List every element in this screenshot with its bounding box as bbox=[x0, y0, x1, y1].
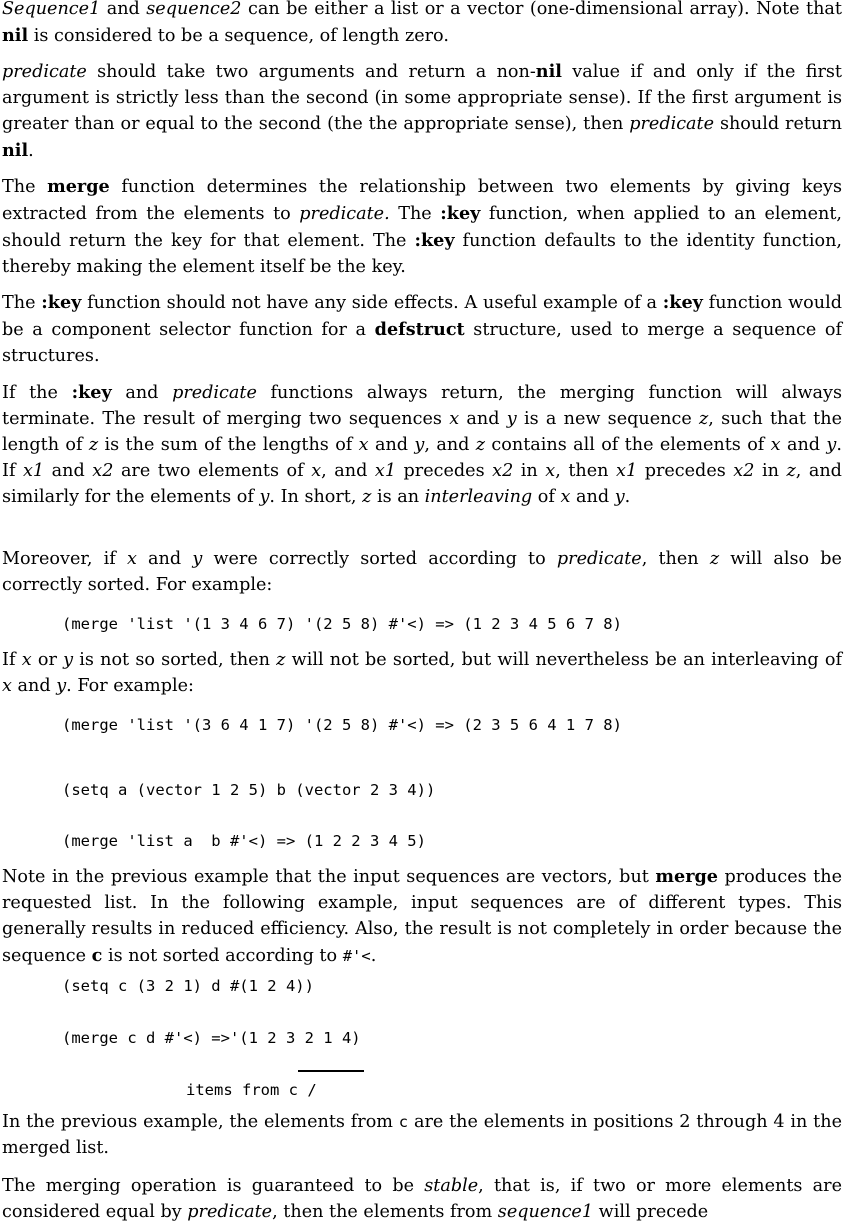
paragraph-sorted-inputs: Moreover, if x and y were correctly sorted according to predicate, then z will also be correctly sorted. For example: bbox=[2, 549, 842, 595]
paragraph-stable: The merging operation is guaranteed to be stable, that is, if two or more elements are considered equal by predicate, then the elements from sequence1 will precede bbox=[2, 1176, 842, 1222]
code-example-sorted: (merge 'list '(1 3 4 6 7) '(2 5 8) #'<) => (1 2 3 4 5 6 7 8) bbox=[62, 615, 622, 633]
paragraph-merge-keys: The merge function determines the relationship between two elements by giving keys extracted from the elements to predicate. The :key function, when applied to an element, should return the key for that element. The :key function defaults to the identity function, thereby making the element itself be the key. bbox=[2, 176, 842, 277]
code-example-merge-mixed: (merge c d #'<) =>'(1 2 3 2 1 4) bbox=[62, 1029, 361, 1047]
code-example-merge-vectors: (merge 'list a b #'<) => (1 2 2 3 4 5) bbox=[62, 832, 426, 850]
paragraph-sequences: Sequence1 and sequence2 can be either a list or a vector (one-dimensional array). Note that nil is considered to be a sequence, of length zero. bbox=[2, 0, 842, 46]
paragraph-merge-result: If the :key and predicate functions always return, the merging function will always terminate. The result of merging two sequences x and y is a new sequence z, such that the length of z is the sum of the lengths of x and y, and z contains all of the elements of x and y. If x1 and x2 are two elements of x, and x1 precedes x2 in x, then x1 precedes x2 in z, and similarly for the elements of y. In short, z is an interleaving of x and y. bbox=[2, 382, 842, 507]
bracket-rule bbox=[298, 1070, 364, 1072]
paragraph-key-side-effects: The :key function should not have any side effects. A useful example of a :key function would be a component selector function for a defstruct structure, used to merge a sequence of structures. bbox=[2, 292, 843, 366]
paragraph-positions: In the previous example, the elements from c are the elements in positions 2 through 4 in the merged list. bbox=[2, 1112, 842, 1158]
code-example-setq-mixed: (setq c (3 2 1) d #(1 2 4)) bbox=[62, 977, 314, 995]
code-example-setq-vectors: (setq a (vector 1 2 5) b (vector 2 3 4)) bbox=[62, 781, 436, 799]
paragraph-predicate: predicate should take two arguments and return a non-nil value if and only if the first argument is strictly less than the second (in some appropriate sense). If the first argument is greater than or equal to the second (the the appropriate sense), then predicate should return nil. bbox=[2, 61, 842, 161]
annotation-items-from-c: items from c / bbox=[186, 1081, 317, 1099]
paragraph-unsorted-inputs: If x or y is not so sorted, then z will not be sorted, but will nevertheless be an interleaving of x and y. For example: bbox=[2, 650, 842, 696]
paragraph-vectors-note: Note in the previous example that the input sequences are vectors, but merge produces the requested list. In the following example, input sequences are of different types. This generally results in reduced efficiency. Also, the result is not completely in order because the sequence c is not sorted according to #'<. bbox=[2, 866, 842, 966]
code-example-unsorted: (merge 'list '(3 6 4 1 7) '(2 5 8) #'<) => (2 3 5 6 4 1 7 8) bbox=[62, 716, 622, 734]
